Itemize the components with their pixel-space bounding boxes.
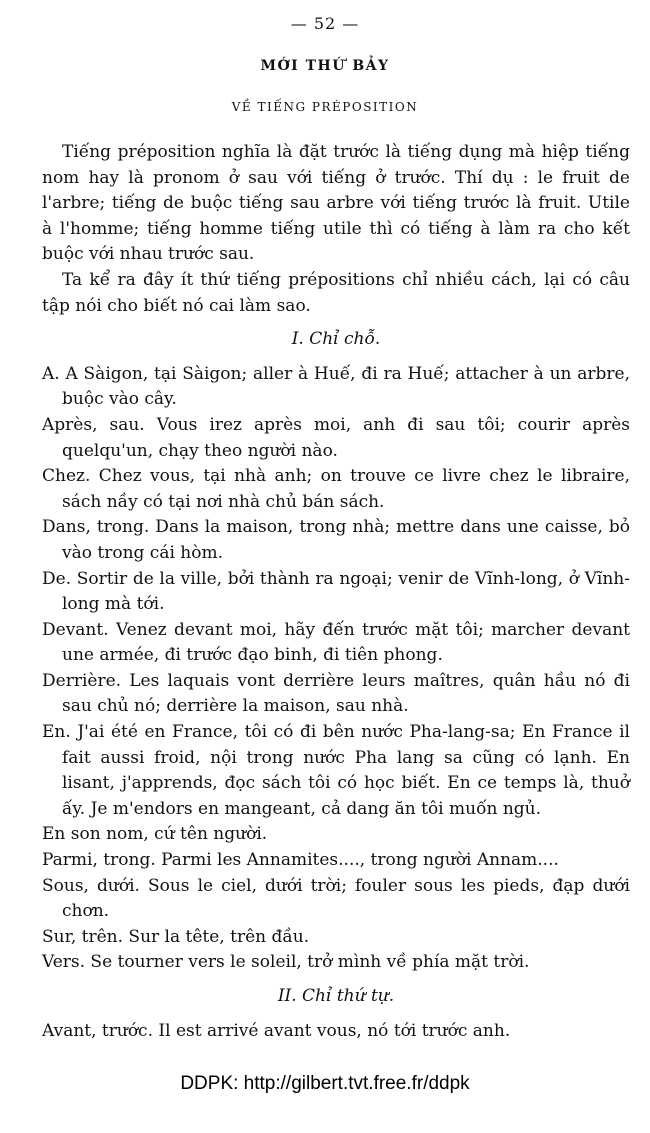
- preposition-entry: Dans, trong. Dans la maison, trong nhà; mettre dans une caisse, bỏ vào trong cái hòm.: [42, 517, 630, 563]
- preposition-entry: Parmi, trong. Parmi les Annamites...., trong người Annam....: [42, 850, 559, 871]
- preposition-entry: De. Sortir de la ville, bởi thành ra ngoại; venir de Vĩnh-long, ở Vĩnh-long mà tới.: [42, 568, 630, 615]
- section-heading: I. Chỉ chỗ.: [291, 329, 381, 350]
- source-footer: DDPK: http://gilbert.tvt.free.fr/ddpk: [180, 1073, 470, 1094]
- preposition-entry: Chez. Chez vous, tại nhà anh; on trouve ce livre chez le libraire, sách nầy có tại nơi nhà chủ bán sách.: [42, 466, 630, 512]
- preposition-entry: Devant. Venez devant moi, hãy đến trước mặt tôi; marcher devant une armée, đi trước đạo binh, đi tiên phong.: [42, 619, 630, 666]
- preposition-entry: Sur, trên. Sur la tête, trên đầu.: [42, 926, 310, 947]
- preposition-entry: Vers. Se tourner vers le soleil, trở mình về phía mặt trời.: [42, 952, 530, 973]
- preposition-entry: Sous, dưới. Sous le ciel, dưới trời; fouler sous les pieds, đạp dưới chơn.: [42, 875, 630, 922]
- preposition-entry: Derrière. Les laquais vont derrière leurs maîtres, quân hầu nó đi sau chủ nó; derrière la maison, sau nhà.: [42, 670, 630, 717]
- page-number: — 52 —: [290, 14, 360, 33]
- page-body: [42, 140, 630, 1044]
- chapter-title: MỚI THỨ BẢY: [260, 58, 390, 74]
- preposition-entry: En son nom, cứ tên người.: [42, 824, 268, 845]
- intro-paragraph: Ta kể ra đây ít thứ tiếng prépositions chỉ nhiều cách, lại có câu tập nói cho biết nó cai làm sao.: [42, 269, 630, 316]
- preposition-entry: Après, sau. Vous irez après moi, anh đi sau tôi; courir après quelqu'un, chạy theo người nào.: [42, 414, 630, 461]
- section-heading: II. Chỉ thứ tự.: [277, 986, 395, 1006]
- intro-paragraph: Tiếng préposition nghĩa là đặt trước là tiếng dụng mà hiệp tiếng nom hay là pronom ở sau với tiếng ở trước. Thí dụ : le fruit de l'arbre; tiếng de buộc tiếng sau arbre với tiếng trước là fruit. Utile à l'homme; tiếng homme tiếng utile thì có tiếng à làm ra cho kết buộc với nhau trước sau.: [42, 142, 630, 265]
- preposition-entry: A. A Sàigon, tại Sàigon; aller à Huế, đi ra Huế; attacher à un arbre, buộc vào cây.: [42, 363, 630, 410]
- chapter-subtitle: VỀ TIẾNG PRÉPOSITION: [231, 100, 419, 114]
- preposition-entry: En. J'ai été en France, tôi có đi bên nước Pha-lang-sa; En France il fait aussi froid, nội trong nước Pha lang sa cũng có lạnh. En lisant, j'apprends, đọc sách tôi có học biết. En ce temps là, thuở ấy. Je m'endors en mangeant, cả dang ăn tôi muốn ngủ.: [42, 722, 630, 819]
- preposition-entry: Avant, trước. Il est arrivé avant vous, nó tới trước anh.: [42, 1020, 511, 1041]
